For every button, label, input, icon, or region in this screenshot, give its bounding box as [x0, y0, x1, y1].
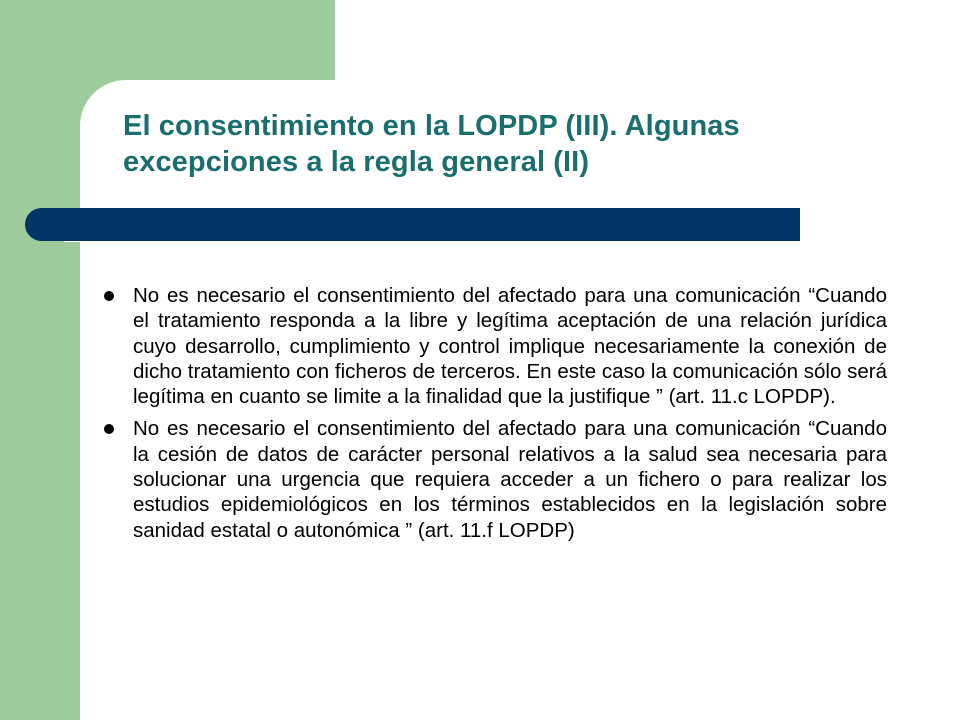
bullet-dot-icon [104, 291, 114, 301]
green-left-band [0, 0, 80, 720]
bullet-item [100, 416, 887, 542]
bullet-item [100, 283, 887, 409]
bullet-dot-icon [104, 424, 114, 434]
rule-notch [64, 241, 80, 242]
title-rule-bar [25, 208, 800, 241]
bullet-list [100, 283, 887, 550]
slide-title: El consentimiento en la LOPDP (III). Algunas excepciones a la regla general (II) [123, 110, 740, 178]
bullet-text: No es necesario el consentimiento del afectado para una comunicación “Cuando el tratamiento responda a la libre y legítima aceptación de una relación jurídica cuyo desarrollo, cumplimiento y control implique necesariamente la conexión de dicho tratamiento con ficheros de terceros. En este caso la comunicación sólo será legítima en cuanto se limite a la finalidad que la justifique ” (art. 11.c LOPDP). [133, 284, 887, 409]
bullet-text: No es necesario el consentimiento del afectado para una comunicación “Cuando la cesión de datos de carácter personal relativos a la salud sea necesaria para solucionar una urgencia que requiera acceder a un fichero o para realizar los estudios epidemiológicos en los términos establecidos en la legislación sobre sanidad estatal o autonómica ” (art. 11.f LOPDP) [133, 417, 887, 542]
